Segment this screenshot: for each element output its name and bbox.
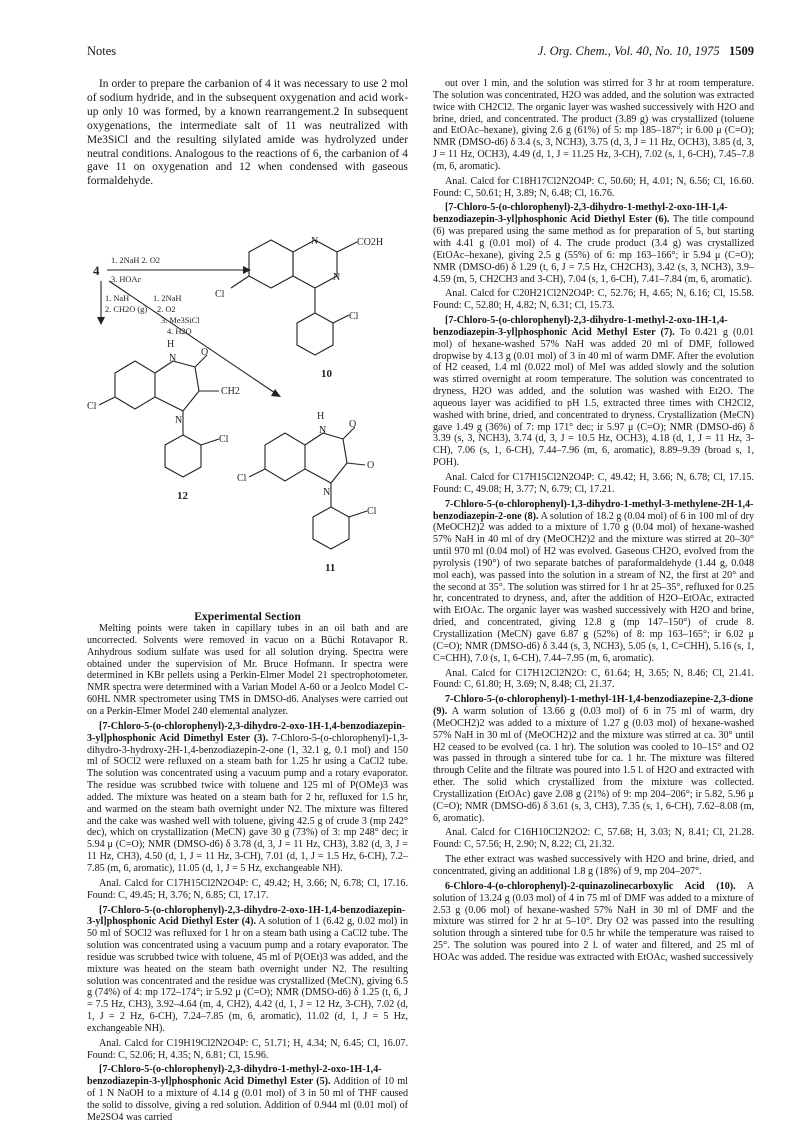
paragraph-text: Anal. Calcd for C16H10Cl2N2O2: C, 57.68; H, 3.03; N, 8.41; Cl, 21.28. Found: C, 57.56; H, 2.90; N, 8.22; Cl, 21.32. (433, 827, 754, 851)
left-paragraph (87, 905, 408, 1035)
right-paragraph (433, 176, 754, 200)
structure-10 (231, 240, 357, 355)
right-paragraph (433, 315, 754, 469)
o-label-11a: O (349, 419, 357, 431)
arrow1-line1: 1. 2NaH 2. O2 (111, 256, 161, 266)
paragraph-text: A warm solution of 13.66 g (0.03 mol) of 6 in 75 ml of warm, dry (MeOCH2)2 was added to a mixture of 1.27 g (0.03 mol) of hexane-washed 57% NaH in 30 ml of (MeOCH2)2 and the mixture was stirred at ca. 30° until H2 ceased to be evolved (ca. 1 hr). The solution was cooled to 10–15° and O2 was passed in through a sintered tube for ca. 1 hr. The mixture was filtered through Celite and the filtrate was poured into 1.5 l. of H2O and extracted with ether. The solid which crystallized from the mixture was collected. Crystallization (EtOAc) gave 2.08 g (21%) of 9: mp 204–206°; ir 5.82, 5.96 μ (C=O); NMR (DMSO-d6) δ 3.61 (s, 3, CH3), 7.35 (s, 1, 6-CH), 7.62–8.08 (m, 6, aromatic). (433, 706, 754, 824)
n-label-10a: N (311, 236, 319, 248)
compound-heading: 7-Chloro-5-(o-chlorophenyl)-1-methyl-1H-1,4-benzodiazepine-2,3-dione (9). (433, 694, 754, 718)
paragraph-text: Anal. Calcd for C19H19Cl2N2O4P: C, 51.71; H, 4.34; N, 6.45; Cl, 16.07. Found: C, 52.06; H, 4.35; N, 6.81; Cl, 15.96. (87, 1037, 408, 1061)
left-paragraph (87, 623, 408, 718)
compound-11-label: 11 (325, 562, 336, 575)
paragraph-text: A solution of 1 (6.42 g, 0.02 mol) in 50 ml of SOCl2 was refluxed for 1 hr on a steam bath using a CaCl2 tube. The solution was concentrated using a vacuum pump and a rotary evaporator. The residue was scrubbed twice with toluene, 45 ml of P(OEt)3 was added, and the mixture was heated on the steam bath overnight under N2. The resulting solution was concentrated and the residue was crystallized (MeCN), giving 6.5 g (74%) of 4: mp 172–174°; ir 5.92 μ (C=O); NMR (DMSO-d6) δ 1.25 (t, 6, J = 7.5 Hz, CH3), 3.92–4.64 (m, 4, CH2), 4.42 (d, 1, J = 12 Hz, 3-CH), 7.02 (d, 1, J = 2 Hz, 6-CH), 7.24–7.85 (m, 6, aromatic), 11.02 (d, 1, J = 5 Hz, exchangeable NH). (87, 916, 408, 1034)
arrowhead-10 (243, 266, 251, 274)
right-paragraph (433, 78, 754, 173)
right-paragraph (433, 881, 754, 964)
paragraph-text: Anal. Calcd for C17H12Cl2N2O: C, 61.64; H, 3.65; N, 8.46; Cl, 21.41. Found: C, 61.80; H, 3.69; N, 8.48; Cl, 21.37. (433, 667, 754, 691)
arrow-to-11 (109, 281, 275, 393)
structure-12 (99, 355, 219, 477)
n-label-10b: N (333, 272, 341, 284)
paragraph-text: Melting points were taken in capillary tubes in an oil bath and are uncorrected. Solvents were removed in vacuo on a Büchi Rotavapor R. Anhydrous sodium sulfate was used for all solution drying. Spectra were obtained under the supervision of Mr. Bruce Hofmann. Ir spectra were determined in KBr pellets using a Perkin-Elmer Model 21 spectrophotometer. NMR spectra were determined with a Varian Model A-60 or a Jeolco Model C-60HL NMR spectrometer using TMS in DMSO-d6. Analyses were carried out on a Perkin-Elmer Model 240 elemental analyzer. (87, 623, 408, 717)
compound-heading: [7-Chloro-5-(o-chlorophenyl)-2,3-dihydro-1-methyl-2-oxo-1H-1,4-benzodiazepin-3-yl]phosphonic Acid Diethyl Ester (6). (433, 202, 728, 226)
cl-label-11b: Cl (367, 506, 377, 518)
compound-heading: [7-Chloro-5-(o-chlorophenyl)-2,3-dihydro-1-methyl-2-oxo-1H-1,4-benzodiazepin-3-yl]phosphonic Acid Dimethyl Ester (5). (87, 1064, 382, 1088)
reaction-scheme-drawing (87, 195, 408, 603)
arrow3-line2: 2. O2 (157, 305, 176, 315)
journal-name: J. Org. Chem., (537, 44, 611, 58)
cl-label-11a: Cl (237, 473, 247, 485)
paragraph-text: A solution of 18.2 g (0.04 mol) of 6 in 100 ml of dry (MeOCH2)2 was added to a mixture of 1.70 g (0.04 mol) of hexane-washed 57% NaH in 40 ml of dry (MeOCH2)2 and the mixture was stirred at 20–30° until 970 ml (0.04 mol) of H2 was evolved. Gaseous CH2O, evolved from the pyrolysis (190°) of two separate batches of paraformaldehyde (1.44 g, 0.048 mol each), was passed into the solution in a stream of N2, the first at 20° and the second at 35°. The solution was stirred for 1 hr at 25–35°, refluxed for 0.25 hr, concentrated to dryness, and, after the addition of H2O–EtOAc, extracted with EtOAc. The organic layer was washed successively with H2O and brine, dried, and concentrated, giving 12.8 g (mp 147–150°) of crude 8. Crystallization (MeCN) gave 6.87 g (52%) of 8: mp 163–165°; ir 6.02 μ (C=O); NMR (DMSO-d6) δ 3.44 (s, 3, NCH3), 5.05 (s, 1, C=CHH), 5.16 (s, 1, C=CHH), 7.0 (s, 1, 6-CH), 7.44–7.95 (m, 6, aromatic). (433, 510, 754, 664)
arrow1-line2: 3. HOAc (111, 275, 142, 285)
section-label: Notes (87, 44, 117, 58)
journal-citation (538, 44, 754, 59)
arrow2-line2: 2. CH2O (g) (105, 305, 148, 315)
structure-11 (249, 427, 367, 549)
journal-volume: Vol. 40, No. 10, 1975 (614, 44, 720, 58)
paragraph-text: A solution of 13.24 g (0.03 mol) of 4 in 75 ml of DMF was added to a mixture of 2.53 g (0.06 mol) of hexane-washed 57% NaH in 30 ml of DMF and the mixture was stirred for 2 hr at 5–10°. Dry O2 was passed into the resulting solution through a sintered tube for 0.5 hr while the temperature was raised to 25°. The solution was poured into 2 l. of water and filtered, and 25 ml of HOAc was added. The residue was extracted with EtOAc, washed successively (433, 880, 754, 963)
o-label-12: O (201, 347, 209, 359)
n-label-12a: N (169, 353, 177, 365)
arrowhead-12 (97, 317, 105, 325)
left-paragraph (87, 1064, 408, 1123)
left-experimental-text (87, 623, 408, 1124)
right-paragraph (433, 827, 754, 851)
compound-10-label: 10 (321, 368, 332, 381)
paragraph-text: The ether extract was washed successively with H2O and brine, dried, and concentrated, giving an additional 1.8 g (18%) of 9, mp 204–207°. (433, 854, 754, 877)
paragraph-text: out over 1 min, and the solution was stirred for 3 hr at room temperature. The solution was concentrated, H2O was added, and the solution was extracted twice with CH2Cl2. The organic layer was washed successively with H2O and brine, dried, and concentrated. The product (3.89 g) was crystallized (toluene and EtOAc–hexane), giving 2.6 g (61%) of 5: mp 185–187°; ir 6.00 μ (C=O); NMR (DMSO-d6) δ 3.4 (s, 3, NCH3), 3.75 (d, 3, J = 11 Hz, OCH3), 3.85 (d, 3, J = 11 Hz, OCH3), 4.49 (d, 1, J = 11.25 Hz, 3-CH), 7.02 (s, 1, 6-CH), 7.45–7.8 (m, 6, aromatic). (433, 78, 754, 172)
arrow2-line1: 1. NaH (105, 294, 130, 304)
paragraph-text: Anal. Calcd for C17H15Cl2N2O4P: C, 49.42; H, 3.66; N, 6.78; Cl, 17.16. Found: C, 49.45; H, 3.76; N, 6.85; Cl, 17.17. (87, 877, 408, 901)
cl-label-10a: Cl (215, 289, 225, 301)
right-paragraph (433, 202, 754, 285)
reaction-scheme (87, 195, 408, 603)
page-number: 1509 (729, 44, 754, 58)
left-paragraph (87, 878, 408, 902)
n-label-11a: N (319, 425, 327, 437)
compound-heading: [7-Chloro-5-(o-chlorophenyl)-2,3-dihydro-2-oxo-1H-1,4-benzodiazepin-3-yl]phosphonic Acid Dimethyl Ester (3). (87, 720, 406, 744)
paragraph-text: Anal. Calcd for C17H15Cl2N2O4P: C, 49.42; H, 3.66; N, 6.78; Cl, 17.15. Found: C, 49.08; H, 3.77; N, 6.79; Cl, 17.21. (433, 472, 754, 495)
cl-label-12a: Cl (87, 401, 97, 413)
left-column (87, 78, 408, 1124)
paragraph-text: Addition of 10 ml of 1 N NaOH to a mixture of 4.14 g (0.01 mol) of 3 in 50 ml of THF caused the solid to dissolve, giving a red solution. Addition of 0.944 ml (0.01 mol) of Me2SO4 was carried (87, 1076, 408, 1123)
h-label-12: H (167, 339, 175, 351)
right-paragraph (433, 694, 754, 824)
paragraph-text: To 0.421 g (0.01 mol) of hexane-washed 57% NaH was added 20 ml of DMF, followed dropwise by 4.13 g (0.01 mol) of 3 in 40 ml of warm DMF. After the evolution of H2 ceased, 1.4 ml (0.022 mol) of MeI was added slowly and the solution was stirred overnight at room temperature. The solution was concentrated to dryness, H2O was added, and the solution was washed with Et2O. The aqueous layer was acidified to pH 1.5, extracted three times with CH2Cl2, washed with brine, dried, and concentrated to dryness. Crystallization (MeCN) gave 1.49 g (36%) of 7: mp 171° dec; ir 5.97 μ (C=O); NMR (DMSO-d6) δ 3.39 (s, 3, NCH3), 3.74 (d, 3, J = 10.5 Hz, OCH3), 4.18 (d, 1, J = 11 Hz, 3-CH), 7.06 (s, 1, 6-CH), 7.44–7.96 (m, 6, aromatic), 8.89–9.39 (broad s, 1, POH). (433, 326, 754, 469)
compound-12-label: 12 (177, 490, 188, 503)
arrow3-line1: 1. 2NaH (153, 294, 182, 304)
paragraph-text: Anal. Calcd for C20H21Cl2N2O4P: C, 52.76; H, 4.65; N, 6.16; Cl, 15.58. Found: C, 52.80; H, 4.82; N, 6.31; Cl, 15.73. (433, 288, 754, 312)
left-paragraph (87, 1038, 408, 1062)
compound-heading: [7-Chloro-5-(o-chlorophenyl)-2,3-dihydro-2-oxo-1H-1,4-benzodiazepin-3-yl]phosphonic Acid Diethyl Ester (4). (87, 904, 406, 928)
experimental-section-title: Experimental Section (194, 610, 301, 624)
o-label-11b: O (367, 460, 375, 472)
compound-heading: 7-Chloro-5-(o-chlorophenyl)-1,3-dihydro-1-methyl-3-methylene-2H-1,4-benzodiazepin-2-one (8). (433, 498, 754, 522)
compound-heading: [7-Chloro-5-(o-chlorophenyl)-2,3-dihydro-1-methyl-2-oxo-1H-1,4-benzodiazepin-3-yl]phosphonic Acid Methyl Ester (7). (433, 315, 728, 338)
cl-label-12b: Cl (219, 434, 229, 446)
left-paragraph (87, 721, 408, 875)
paragraph-text: Anal. Calcd for C18H17Cl2N2O4P: C, 50.60; H, 4.01; N, 6.56; Cl, 16.60. Found: C, 50.61; H, 3.89; N, 6.48; Cl, 16.76. (433, 175, 754, 199)
n-label-11b: N (323, 487, 331, 499)
running-header (87, 44, 754, 60)
compound-heading: 6-Chloro-4-(o-chlorophenyl)-2-quinazolinecarboxylic Acid (10). (445, 880, 736, 892)
cl-label-10b: Cl (349, 311, 359, 323)
right-paragraph (433, 288, 754, 312)
n-label-12b: N (175, 415, 183, 427)
arrowhead-11 (271, 389, 281, 397)
right-experimental-text (433, 78, 754, 964)
right-paragraph (433, 668, 754, 692)
paragraph-text: 7-Chloro-5-(o-chlorophenyl)-1,3-dihydro-3-hydroxy-2H-1,4-benzodiazepin-2-one (1, 32.1 g, 0.1 mol) and 150 ml of SOCl2 were refluxed on a steam bath for 1.25 hr using a CaCl2 tube. The solution was concentrated using a vacuum pump and a rotary evaporator. The residue was scrubbed twice with toluene and 125 ml of P(OMe)3 was added. The mixture was heated on a steam bath for 2 hr, refluxed for 1.5 hr, and warmed on the steam bath overnight under N2. The mixture was filtered and the cake was washed well with toluene, giving 42.5 g of crude 3 (mp 242° dec), which on crystallization (MeCN) gave 30 g (73%) of 3: mp 248° dec; ir 5.94 μ (C=O); NMR (DMSO-d6) δ 3.78 (d, 3, J = 11 Hz, CH3), 3.82 (d, 3, J = 11 Hz, CH3), 4.50 (d, 1, J = 11 Hz, 3-CH), 7.01 (d, 1, J = 1.5 Hz, 6-CH), 7.2–7.85 (m, 6, aromatic), 11.05 (d, 1, J = 5 Hz, exchangeable NH). (87, 732, 409, 874)
arrow3-line3: 3. Me3SiCl (161, 316, 200, 326)
right-paragraph (433, 854, 754, 878)
right-paragraph (433, 499, 754, 665)
ch2-label: CH2 (221, 386, 240, 398)
intro-paragraph: In order to prepare the carbanion of 4 it was necessary to use 2 mol of sodium hydride, and in the subsequent oxygenation and acid work-up only 10 was formed, by a known rearrangement.2 In subsequent oxygenations, the intermediate salt of 11 was neutralized with Me3SiCl and the resulting silylated amide was hydrolyzed under neutral conditions. Analogous to the reactions of 6, the carbanion of 4 gave 11 on oxygenation and 12 when condensed with gaseous formaldehyde. (87, 78, 408, 188)
right-paragraph (433, 472, 754, 496)
arrow3-line4: 4. H2O (167, 327, 192, 337)
co2h-label: CO2H (357, 237, 384, 249)
right-column (433, 78, 754, 964)
paragraph-text: The title compound (6) was prepared using the same method as for preparation of 5, but starting with 4.41 g (0.01 mol) of 4. The crude product (3.4 g) was crystallized (EtOAc–hexane), giving 2.5 g (55%) of 6: mp 163–166°; ir 5.94 μ (C=O); NMR (DMSO-d6) δ 1.29 (t, 6, J = 7.5 Hz, CH2CH3), 3.42 (s, 3, NCH3), 3.9–4.59 (m, 5, CH2CH3 and 3-CH), 7.04 (s, 1, 6-CH), 7.41–7.84 (m, 6, aromatic). (433, 214, 755, 285)
scheme-start-label: 4 (93, 263, 100, 279)
h-label-11: H (317, 411, 325, 423)
